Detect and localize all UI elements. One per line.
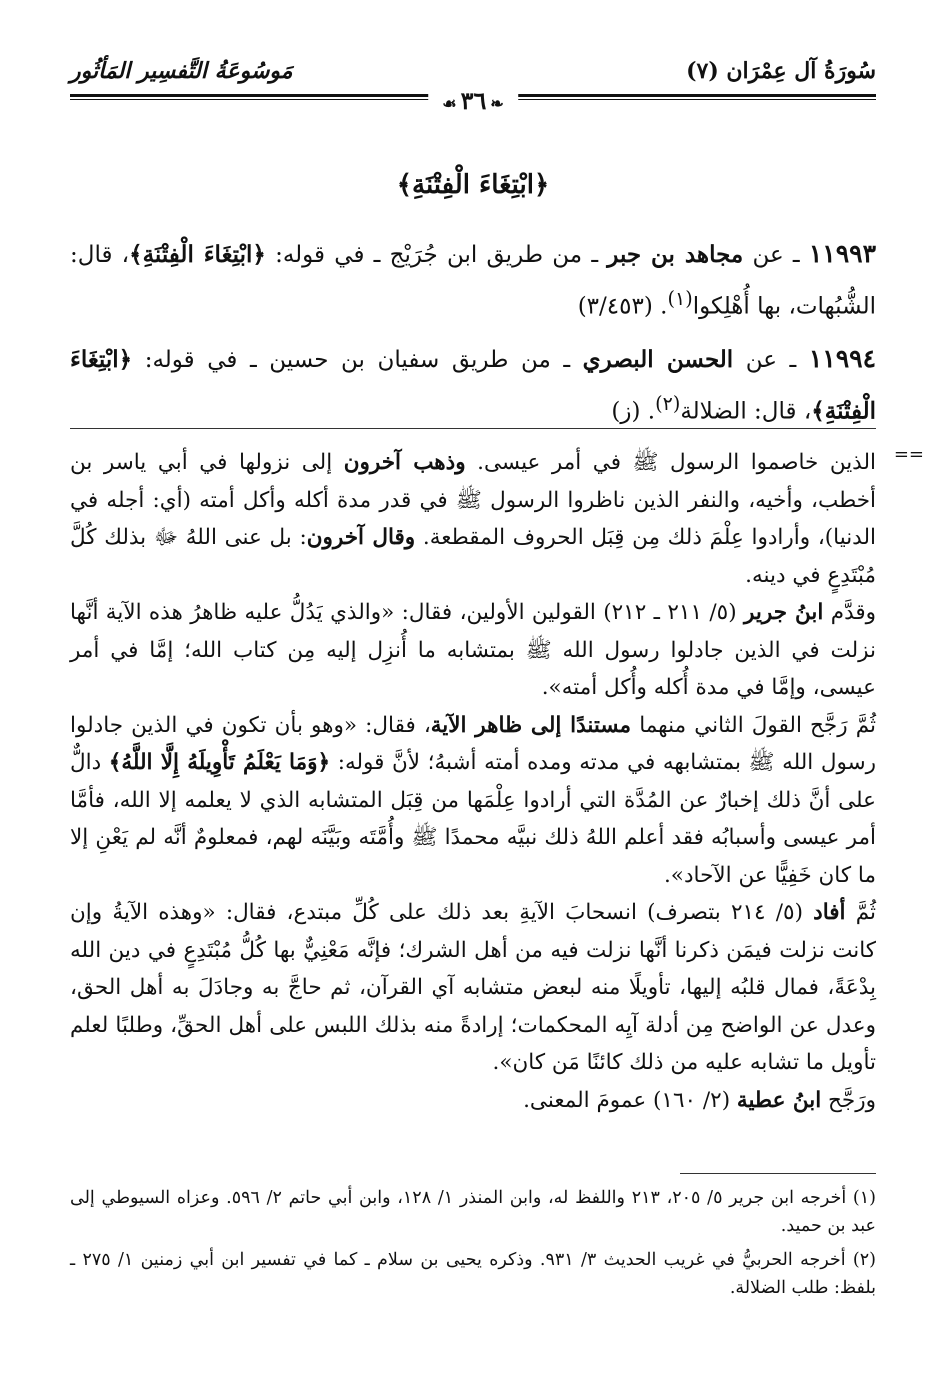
commentary-emphasis: ابنُ عطية	[736, 1087, 822, 1113]
commentary-paragraph	[70, 894, 876, 1082]
commentary-paragraph	[70, 594, 876, 707]
quran-quote: ﴿ابْتِغَاءَ الْفِتْنَةِ﴾	[70, 345, 876, 425]
page-number-box	[428, 86, 518, 115]
footnote: (١) أخرجه ابن جرير ٥/ ٢٠٥، ٢١٣ واللفظ له، وابن المنذر ١/ ١٢٨، وابن أبي حاتم ٢/ ٥٩٦. وعزاه السيوطي إلى عبد بن حميد.	[70, 1188, 876, 1236]
commentary-text: الذين خاصموا الرسول ﷺ في أمر عيسى.	[465, 450, 876, 475]
entry-text: . (ز)	[611, 398, 656, 425]
quran-quote: ﴿ابْتِغَاءَ الْفِتْنَةِ﴾	[129, 241, 266, 268]
page-number: ٣٦	[460, 86, 487, 115]
entry-text: ـ عن	[743, 242, 809, 268]
entry-text: ـ من طريق ابن جُرَيْج ـ في قوله:	[265, 242, 608, 268]
commentary-text: ، فقال: «وهو بأن تكون في الذين جادلوا رسول الله ﷺ بمتشابهه في مدته ومده أمته أشبهُ؛ لأنَّ قوله:	[70, 712, 876, 775]
narration-entry	[70, 337, 876, 434]
commentary-text: وقدَّم	[823, 600, 877, 625]
entry-text: ، قال: الضلالة	[680, 398, 812, 425]
commentary-emphasis: وقال آخرون	[306, 525, 416, 550]
commentary-text: دالٌّ على أنَّ ذلك إخبارٌ عن المُدَّة التي أرادوا عِلْمَها من قِبَل المتشابه الذي لا يعلمه إلا الله، فأمَّا أمر عيسى وأسبابُه فقد أعلم اللهُ ذلك نبيَّه محمدًا ﷺ وأُمَّتَه وبَيَّنَه لهم، فمعلومٌ أنَّه لم يَعْنِ إلا ما كان خَفِيًّا عن الآحاد».	[70, 750, 876, 888]
surah-title: سُورَةُ آل عِمْرَان (٧)	[686, 58, 876, 84]
entry-number: ١١٩٩٤	[808, 343, 876, 373]
commentary-divider	[70, 428, 876, 429]
commentary-paragraph	[70, 1082, 876, 1120]
commentary-paragraph	[70, 444, 876, 594]
continuation-mark: ==	[893, 444, 924, 465]
footnote-divider	[680, 1173, 876, 1174]
footnote: (٢) أخرجه الحربيُّ في غريب الحديث ٣/ ٩٣١. وذكره يحيى بن سلام ـ كما في تفسير ابن أبي زمنين ١/ ٢٧٥ ـ بلفظ: طلب الضلالة.	[70, 1250, 876, 1298]
ornament-icon: ❧	[490, 94, 504, 113]
commentary-emphasis: وذهب آخرون	[343, 450, 466, 475]
book-title: مَوسُوعَةُ التَّفسِير المَأثُور	[70, 58, 293, 84]
narrator-name: مجاهد بن جبر	[607, 241, 744, 268]
commentary-text: (٥/ ٢١١ ـ ٢١٢) القولين الأولين، فقال: «والذي يَدُلُّ عليه ظاهرُ هذه الآية أنَّها نزلت في الذين جادلوا رسول الله ﷺ بمتشابه ما أُنزِل إليه مِن كتاب الله؛ إمَّا في أمر عيسى، وإمَّا في مدة أُكله وأُكل أمته».	[70, 600, 876, 700]
commentary-text: ورَجَّح	[821, 1087, 876, 1113]
narration-entry	[70, 232, 876, 329]
narration-list	[70, 232, 876, 441]
commentary	[70, 444, 924, 1119]
quran-quote: ﴿وَمَا يَعْلَمُ تَأْوِيلَهُ إِلَّا اللَّهُ﴾	[108, 750, 331, 775]
entry-text: ـ عن	[733, 346, 809, 373]
footnote-ref[interactable]: (١)	[667, 287, 693, 310]
page-header	[70, 52, 876, 118]
commentary-text: إلى نزولها في أبي ياسر بن أخطب، وأخيه، والنفر الذين ناظروا الرسول ﷺ في قدر مدة أكله وأكل أمته (أي: أجله في الدنيا)، وأرادوا عِلْمَ ذلك مِن قِبَل الحروف المقطعة.	[70, 450, 876, 550]
commentary-text: (٢/ ١٦٠) عمومَ المعنى.	[523, 1087, 737, 1113]
commentary-text: (٥/ ٢١٤ بتصرف) انسحابَ الآيةِ بعد ذلك على كُلِّ مبتدع، فقال: «وهذه الآيةُ وإن كانت نزلت فيمَن ذكرنا أنَّها نزلت فيه من أهل الشرك؛ فإنَّه مَعْنِيٌّ بها كُلُّ مُبْتَدِعٍ في دين الله بِدْعَةً، فمال قلبُه إليها، تأويلًا منه لبعض متشابه آي القرآن، ثم حاجَّ به وجادَلَ به أهل الحق، وعدل عن الواضح مِن أدلة آيِه المحكمات؛ إرادةً منه بذلك اللبس على أهل الحقِّ، وطلبًا لعلم تأويل ما تشابه عليه من ذلك كائنًا مَن كان».	[70, 900, 876, 1075]
narrator-name: الحسن البصري	[582, 345, 734, 373]
entry-text: . (٣/٤٥٣)	[577, 293, 668, 320]
commentary-text: ثُمَّ	[845, 900, 876, 925]
section-title: ﴿ابْتِغَاءَ الْفِتْنَةِ﴾	[396, 170, 550, 200]
commentary-emphasis: أفاد	[813, 900, 846, 925]
commentary-emphasis: ابنُ جرير	[744, 600, 824, 625]
commentary-emphasis: مستندًا إلى ظاهر الآية	[430, 712, 632, 738]
commentary-text: ثُمَّ رَجَّح القولَ الثاني منهما	[631, 712, 876, 738]
entry-text: ـ من طريق سفيان بن حسين ـ في قوله:	[132, 346, 583, 373]
ornament-icon: ☙	[442, 94, 457, 113]
commentary-paragraph	[70, 707, 876, 895]
entry-text: ، قال: الشُّبُهات، بها أُهْلِكوا	[70, 242, 876, 320]
footnote-ref[interactable]: (٢)	[655, 391, 681, 415]
commentary-text: : بل عنى اللهُ ﷻ بذلك كُلَّ مُبْتَدِعٍ في دينه.	[70, 525, 876, 588]
footnotes	[70, 1184, 876, 1308]
entry-number: ١١٩٩٣	[808, 239, 877, 268]
